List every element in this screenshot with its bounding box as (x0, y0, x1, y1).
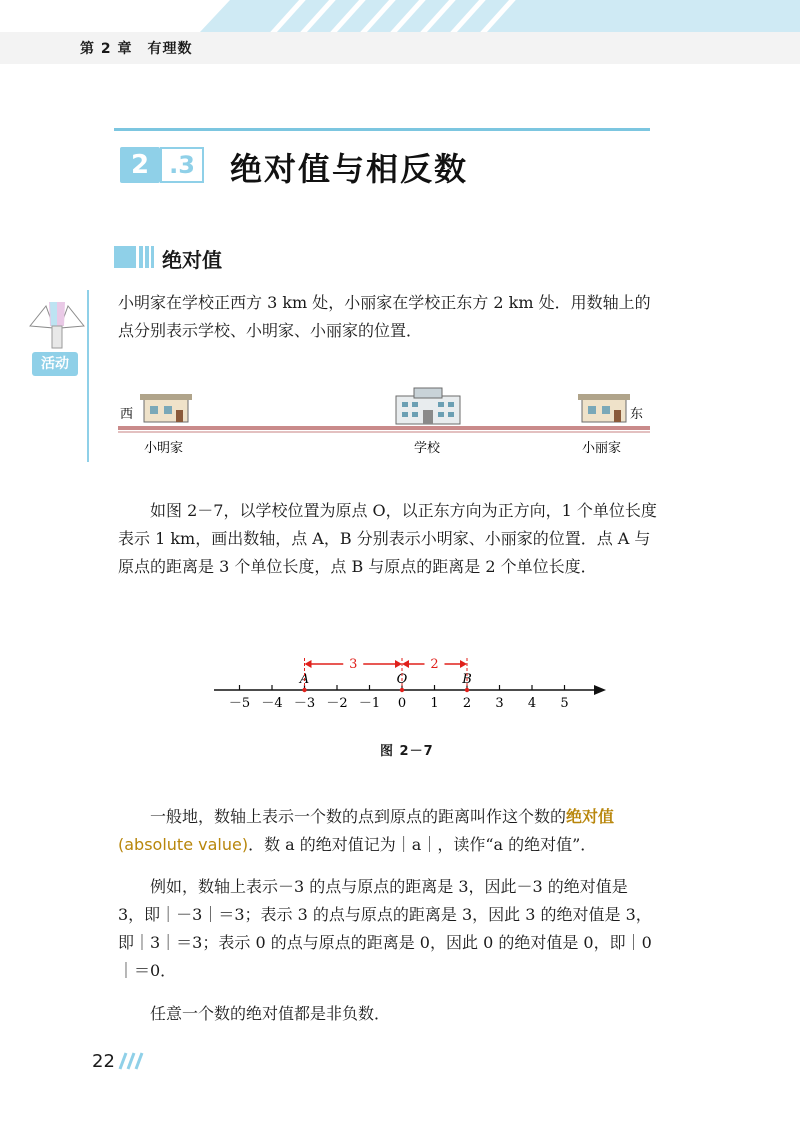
tick-label: 2 (462, 696, 472, 711)
activity-text: 小明家在学校正西方 3 km 处，小丽家在学校正东方 2 km 处．用数轴上的点分别表示学校、小明家、小丽家的位置． (118, 293, 651, 340)
term-absolute-value-en: (absolute value) (118, 835, 249, 854)
tick-label: 4 (527, 696, 537, 711)
school-building-icon (396, 388, 460, 424)
figure-caption: 图 2－7 (380, 744, 434, 759)
west-label: 西 (120, 407, 134, 422)
tick-label: －5 (228, 696, 251, 711)
distance-arrowhead-icon (305, 660, 312, 668)
tick-label: －2 (326, 696, 348, 711)
section-number-minor: .3 (160, 147, 204, 183)
point-label: A (299, 672, 310, 687)
left-home-label: 小明家 (144, 441, 184, 456)
definition-text-a: 一般地，数轴上表示一个数的点到原点的距离叫作这个数的 (150, 807, 567, 826)
school-label: 学校 (414, 441, 441, 456)
tick-label: 0 (397, 696, 407, 711)
tick-label: 5 (560, 696, 569, 711)
left-house-icon (140, 394, 192, 422)
right-house-icon (578, 394, 630, 422)
point-O (400, 688, 404, 692)
tick-label: 1 (430, 696, 439, 711)
point-label: O (396, 672, 408, 687)
subsection-title: 绝对值 (162, 248, 222, 272)
term-absolute-value: 绝对值 (566, 807, 615, 826)
distance-label: 2 (430, 657, 439, 672)
definition-text-b: ．数 a 的绝对值记为｜a｜，读作“a 的绝对值”． (248, 835, 597, 854)
activity-kite-icon (24, 296, 94, 358)
activity-badge: 活动 (32, 352, 78, 376)
chapter-label: 第 2 章 有理数 (80, 41, 193, 57)
section-number-major: 2 (120, 147, 160, 183)
distance-arrowhead-icon (460, 660, 467, 668)
section-rule (114, 128, 650, 131)
number-line-figure (200, 648, 620, 718)
paragraph-examples: 例如，数轴上表示－3 的点与原点的距离是 3，因此－3 的绝对值是 3，即｜－3｜＝3；表示 3 的点与原点的距离是 3，因此 3 的绝对值是 3，即｜3｜＝3；表示 0 的点与原点的距离是 0，因此 0 的绝对值是 0，即｜0｜＝0． (118, 877, 652, 980)
header-decoration (0, 0, 800, 32)
point-label: B (462, 672, 472, 687)
activity-sideline (87, 290, 89, 462)
subsection-marker-icon (114, 246, 154, 268)
tick-label: －4 (261, 696, 283, 711)
distance-arrowhead-icon (402, 660, 409, 668)
tick-label: －3 (293, 696, 316, 711)
point-B (465, 688, 469, 692)
distance-arrowhead-icon (395, 660, 402, 668)
east-label: 东 (630, 407, 644, 422)
paragraph-conclusion: 任意一个数的绝对值都是非负数． (150, 1004, 391, 1023)
section-title: 绝对值与相反数 (230, 150, 469, 188)
distance-label: 3 (349, 657, 358, 672)
paragraph-definition (118, 803, 658, 859)
activity-scene-illustration (114, 386, 654, 458)
axis-arrow-icon (594, 685, 606, 695)
tick-label: －1 (358, 696, 381, 711)
footer-stripes-icon (118, 1052, 148, 1070)
page-number: 22 (92, 1051, 115, 1072)
tick-label: 3 (495, 696, 504, 711)
point-A (302, 688, 306, 692)
right-home-label: 小丽家 (582, 441, 622, 456)
paragraph-number-line-setup: 如图 2－7，以学校位置为原点 O，以正东方向为正方向，1 个单位长度表示 1 km，画出数轴，点 A，B 分别表示小明家、小丽家的位置．点 A 与原点的距离是 3 个单位长度，点 B 与原点的距离是 2 个单位长度． (118, 501, 657, 576)
